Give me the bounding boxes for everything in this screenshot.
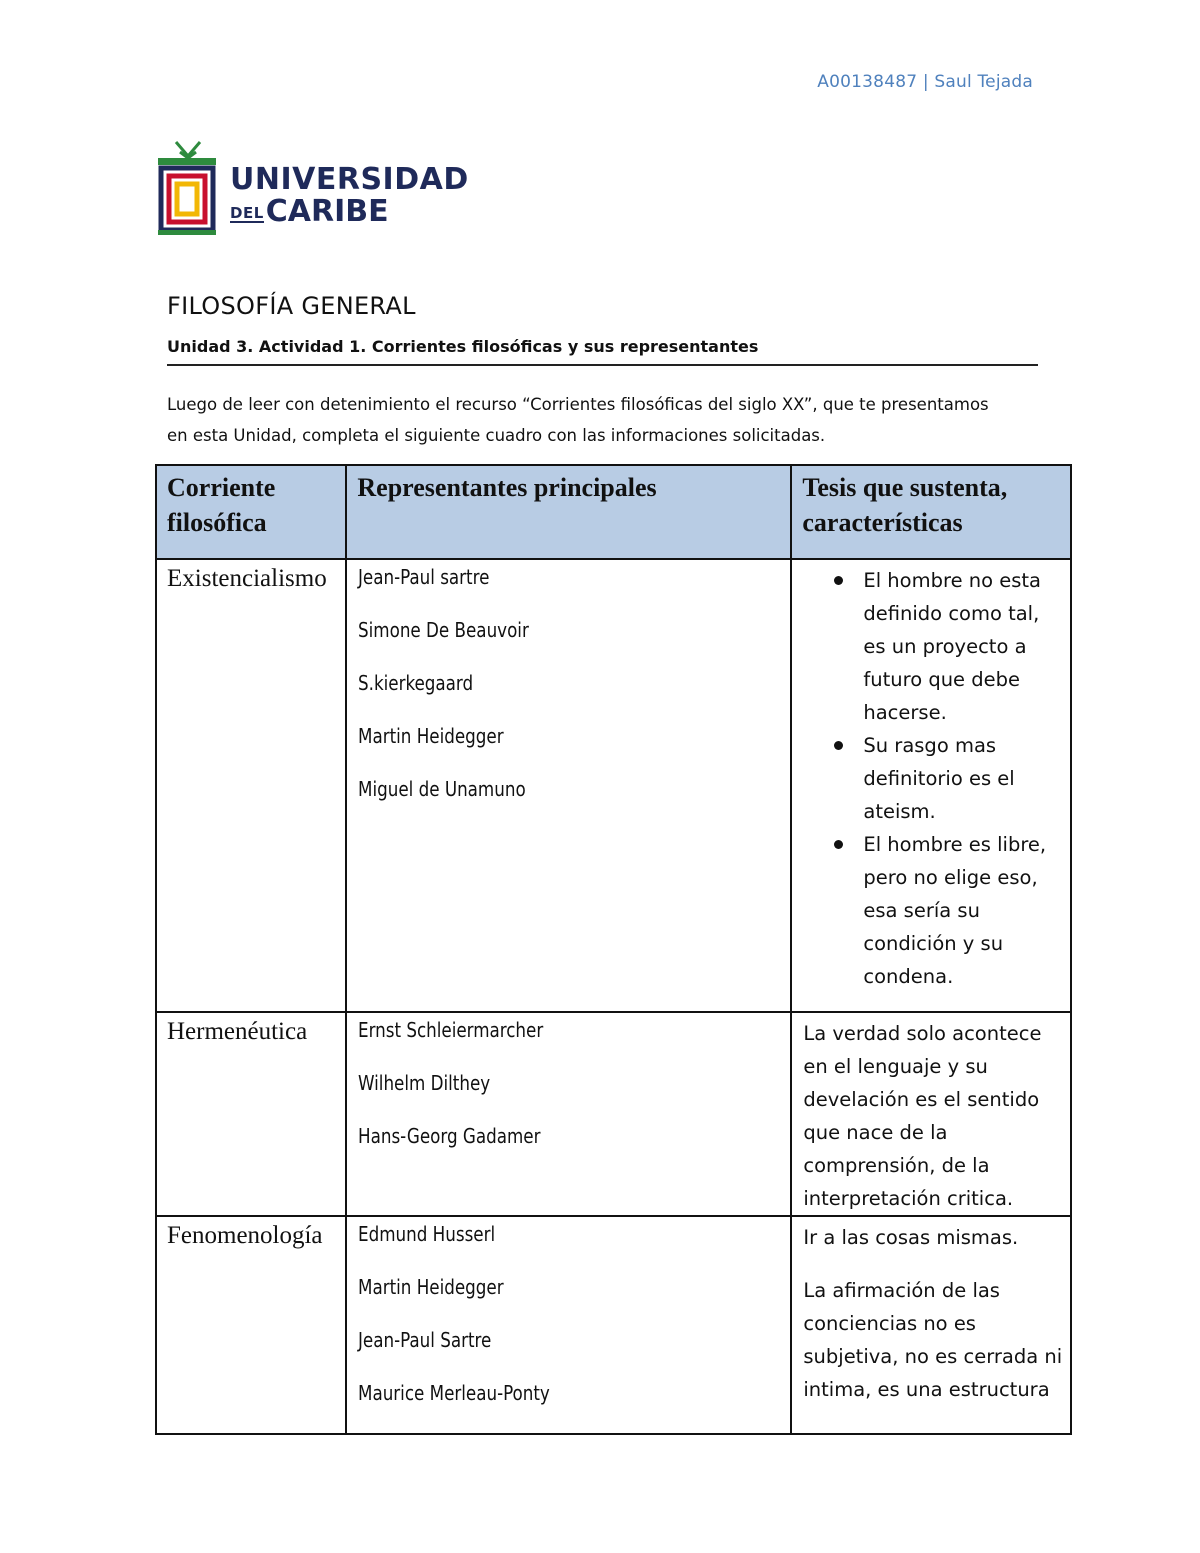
document-title: FILOSOFÍA GENERAL bbox=[167, 292, 416, 320]
tesis-content bbox=[792, 1217, 1070, 1406]
instructions-paragraph bbox=[167, 389, 1047, 451]
representante: Miguel de Unamuno bbox=[358, 777, 527, 801]
representante: S.kierkegaard bbox=[358, 671, 474, 695]
header-representantes: Representantes principales bbox=[346, 465, 791, 559]
tesis-bullet: Su rasgo mas definitorio es el ateism. bbox=[792, 729, 1064, 828]
table-row-existencialismo bbox=[156, 559, 1071, 1012]
representante: Maurice Merleau-Ponty bbox=[358, 1381, 551, 1405]
tesis-bullet: El hombre no esta definido como tal, es un proyecto a futuro que debe hacerse. bbox=[792, 564, 1064, 729]
representantes-list bbox=[347, 1013, 790, 1149]
philosophy-table bbox=[155, 464, 1072, 1435]
logo-del: DEL bbox=[230, 204, 264, 222]
representante: Jean-Paul Sartre bbox=[358, 1328, 492, 1352]
table-row-fenomenologia bbox=[156, 1216, 1071, 1434]
representantes-list bbox=[347, 1217, 790, 1406]
tesis-bullet: El hombre es libre, pero no elige eso, esa sería su condición y su condena. bbox=[792, 828, 1064, 993]
bullet-dot-icon bbox=[834, 576, 843, 585]
university-logo bbox=[156, 138, 469, 236]
header-corriente: Corriente filosófica bbox=[156, 465, 346, 559]
table-row-hermeneutica bbox=[156, 1012, 1071, 1216]
representante: Hans-Georg Gadamer bbox=[358, 1124, 541, 1148]
table-header-row bbox=[156, 465, 1071, 559]
logo-caribe: CARIBE bbox=[265, 194, 389, 229]
logo-line-caribe bbox=[230, 196, 469, 228]
title-divider bbox=[167, 364, 1038, 366]
tesis-paragraph: Ir a las cosas mismas. bbox=[803, 1226, 1019, 1249]
bullet-dot-icon bbox=[834, 840, 843, 849]
instructions-line-2: en esta Unidad, completa el siguiente cuadro con las informaciones solicitadas. bbox=[167, 426, 826, 445]
student-id-header: A00138487 | Saul Tejada bbox=[817, 72, 1033, 92]
representante: Wilhelm Dilthey bbox=[358, 1071, 491, 1095]
bullet-dot-icon bbox=[834, 741, 843, 750]
logo-line-universidad: UNIVERSIDAD bbox=[230, 162, 469, 197]
tesis-bullet-list bbox=[792, 564, 1064, 993]
representante: Edmund Husserl bbox=[358, 1222, 496, 1246]
representante: Jean-Paul sartre bbox=[358, 565, 490, 589]
tesis-content bbox=[792, 1013, 1070, 1215]
representantes-list bbox=[347, 560, 790, 802]
corriente-name: Fenomenología bbox=[167, 1222, 323, 1249]
instructions-line-1: Luego de leer con detenimiento el recurso “Corrientes filosóficas del siglo XX”, que te presentamos bbox=[167, 395, 989, 414]
logo-emblem-icon bbox=[156, 138, 220, 236]
tesis-text: La verdad solo acontece en el lenguaje y su develación es el sentido que nace de la comprensión, de la interpretación critica. bbox=[803, 1022, 1042, 1210]
corriente-name: Existencialismo bbox=[167, 565, 327, 592]
representante: Martin Heidegger bbox=[358, 1275, 504, 1299]
representante: Martin Heidegger bbox=[358, 724, 504, 748]
document-subtitle: Unidad 3. Actividad 1. Corrientes filosóficas y sus representantes bbox=[167, 337, 759, 356]
header-tesis: Tesis que sustenta, características bbox=[791, 465, 1071, 559]
corriente-name: Hermenéutica bbox=[167, 1018, 308, 1045]
tesis-content bbox=[792, 560, 1070, 993]
logo-wordmark bbox=[230, 164, 469, 228]
tesis-paragraph: La afirmación de las conciencias no es subjetiva, no es cerrada ni intima, es una estructura bbox=[803, 1279, 1063, 1401]
representante: Simone De Beauvoir bbox=[358, 618, 530, 642]
representante: Ernst Schleiermarcher bbox=[358, 1018, 544, 1042]
